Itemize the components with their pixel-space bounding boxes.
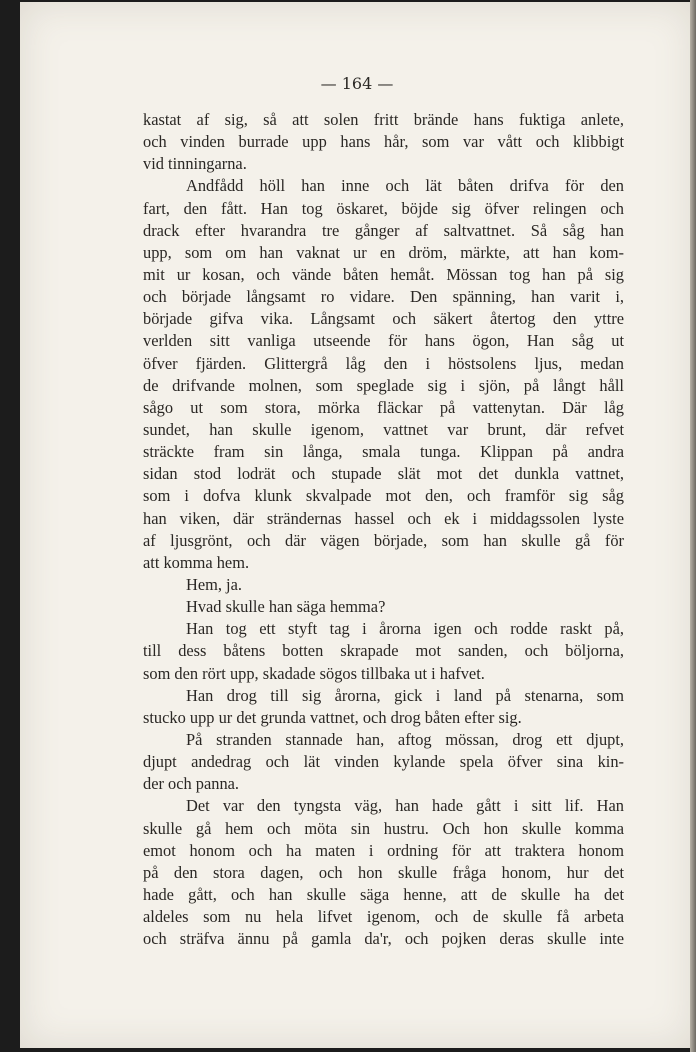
paragraph [143, 109, 624, 175]
page-edge-shadow [690, 0, 696, 1052]
text-line: sågo ut som stora, mörka fläckar på vattenytan. Där låg [143, 397, 624, 417]
text-line: han viken, där strändernas hassel och ek i middagssolen lyste [143, 508, 624, 528]
text-line: upp, som om han vaknat ur en dröm, märkte, att han kom- [143, 242, 624, 262]
text-line: skulle gå hem och möta sin hustru. Och hon skulle komma [143, 818, 624, 838]
text-line: Hem, ja. [186, 574, 242, 594]
text-line: på den stora dagen, och hon skulle fråga honom, hur det [143, 862, 624, 882]
paragraph [143, 175, 624, 574]
book-page [20, 2, 694, 1048]
text-line: och började långsamt ro vidare. Den spänning, han varit i, [143, 287, 624, 307]
text-line: Det var den tyngsta väg, han hade gått i sitt lif. Han [186, 796, 624, 816]
text-line: djupt andedrag och lät vinden kylande spela öfver sina kin- [143, 752, 624, 772]
text-line: hade gått, och han skulle säga henne, att de skulle ha det [143, 884, 624, 904]
text-line: och vinden burrade upp hans hår, som var vått och klibbigt [143, 132, 624, 152]
paragraph [143, 685, 624, 729]
paragraph [143, 795, 624, 950]
text-line: Hvad skulle han säga hemma? [186, 597, 386, 617]
text-line: der och panna. [143, 774, 240, 794]
text-line: sidan stod lodrät och stupade slät mot det dunkla vattnet, [143, 464, 624, 484]
text-line: som i dofva klunk skvalpade mot den, och framför sig såg [143, 486, 624, 506]
text-line: stucko upp ur det grunda vattnet, och drog båten efter sig. [143, 707, 522, 727]
text-line: emot honom och ha maten i ordning för att traktera honom [143, 840, 624, 860]
text-line: började gifva vika. Långsamt och säkert återtog den yttre [143, 309, 624, 329]
paragraph [143, 596, 624, 618]
text-line: drack efter hvarandra tre gånger af saltvattnet. Så såg han [143, 220, 624, 240]
body-text [143, 109, 624, 950]
text-line: Andfådd höll han inne och lät båten drifva för den [186, 176, 624, 196]
text-line: På stranden stannade han, aftog mössan, drog ett djupt, [186, 729, 624, 749]
text-line: och sträfva ännu på gamla da'r, och pojken deras skulle inte [143, 929, 624, 949]
paragraph [143, 729, 624, 795]
text-line: öfver fjärden. Glittergrå låg den i höstsolens ljus, medan [143, 353, 624, 373]
text-line: af ljusgrönt, och där vägen började, som han skulle gå för [143, 530, 624, 550]
text-line: till dess båtens botten skrapade mot sanden, och böljorna, [143, 641, 624, 661]
text-line: de drifvande molnen, som speglade sig i sjön, på långt håll [143, 375, 624, 395]
text-line: sundet, han skulle igenom, vattnet var brunt, där refvet [143, 419, 624, 439]
page-number: — 164 — [320, 74, 394, 93]
text-line: att komma hem. [143, 552, 250, 572]
text-line: aldeles som nu hela lifvet igenom, och de skulle få arbeta [143, 907, 624, 927]
text-line: vid tinningarna. [143, 154, 247, 174]
paragraph [143, 574, 624, 596]
text-line: sträckte fram sin långa, smala tunga. Klippan på andra [143, 442, 624, 462]
text-line: kastat af sig, så att solen fritt brände hans fuktiga anlete, [143, 110, 624, 129]
paragraph [143, 618, 624, 684]
text-line: fart, den fått. Han tog öskaret, böjde sig öfver relingen och [143, 198, 624, 218]
text-line: Han tog ett styft tag i årorna igen och rodde raskt på, [186, 619, 624, 639]
text-line: verlden sitt vanliga utseende för hans ögon, Han såg ut [143, 331, 624, 351]
text-line: Han drog till sig årorna, gick i land på stenarna, som [186, 685, 624, 705]
text-line: som den rört upp, skadade sögos tillbaka ut i hafvet. [143, 663, 485, 683]
text-line: mit ur kosan, och vände båten hemåt. Mössan tog han på sig [143, 264, 624, 284]
